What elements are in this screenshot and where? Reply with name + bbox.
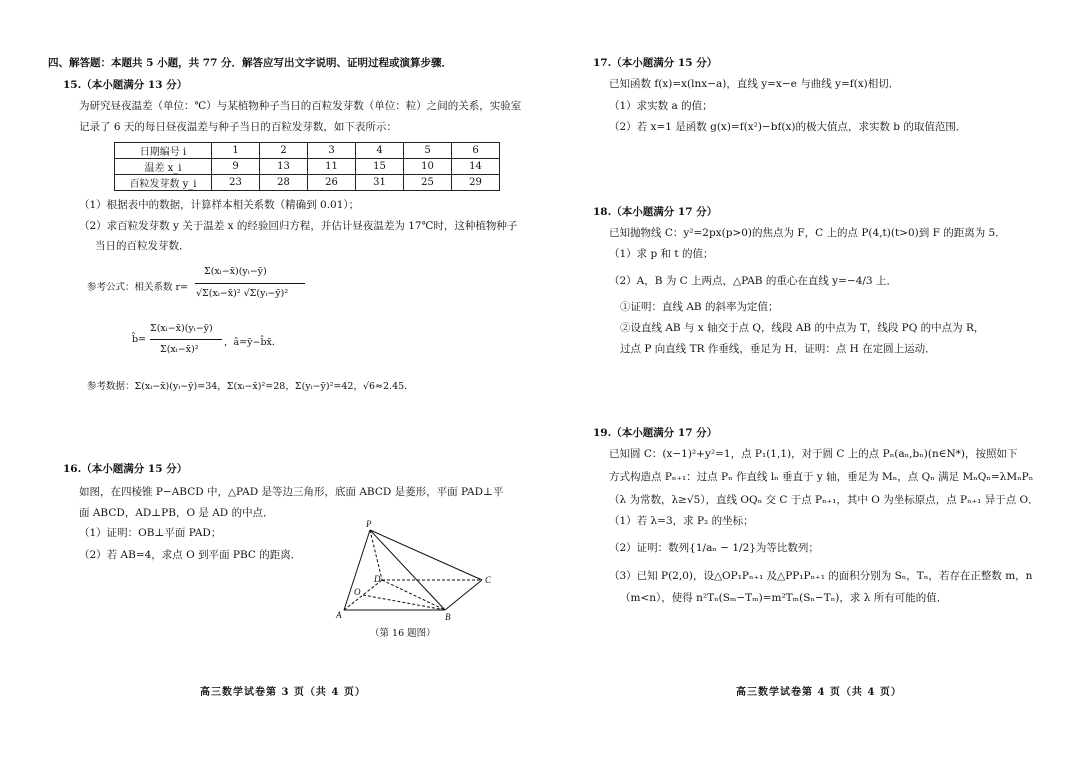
q19-part1: （1）若 λ=3，求 P₂ 的坐标； xyxy=(609,515,754,527)
figure-caption: （第 16 题图） xyxy=(370,628,436,639)
q18-part2: （2）A，B 为 C 上两点，△PAB 的重心在直线 y=−4/3 上． xyxy=(609,275,897,287)
q16-part1: （1）证明：OB⊥平面 PAD； xyxy=(79,527,222,539)
q19-line2: 方式构造点 Pₙ₊₁：过点 Pₙ 作直线 lₙ 垂直于 y 轴，垂足为 Mₙ，点 Qₙ 满足 MₙQₙ=λMₙPₙ xyxy=(609,471,1034,483)
edge-PA xyxy=(344,530,370,610)
q19-line3: （λ 为常数，λ≥√5），直线 OQₙ 交 C 于点 Pₙ₊₁，其中 O 为坐标原点，点 Pₙ₊₁ 异于点 O． xyxy=(609,494,1039,506)
table-cell: 28 xyxy=(260,175,308,191)
table-cell: 6 xyxy=(452,143,500,159)
q16-header: 16.（本小题满分 15 分） xyxy=(63,463,188,475)
edge-PD xyxy=(370,530,382,580)
q17-part1: （1）求实数 a 的值； xyxy=(609,100,713,112)
q17-header: 17.（本小题满分 15 分） xyxy=(593,57,718,69)
edge-BC xyxy=(445,580,482,610)
label-A: A xyxy=(336,610,342,620)
q15-intro-1: 为研究昼夜温差（单位：℃）与某植物种子当日的百粒发芽数（单位：粒）之间的关系，实验室 xyxy=(79,100,522,112)
r-numerator: Σ(xᵢ−x̄)(yᵢ−ȳ) xyxy=(204,266,267,277)
table-cell: 百粒发芽数 y_i xyxy=(115,175,212,191)
b-fraction-bar xyxy=(150,339,222,340)
a-hat-formula: ，â=ȳ−b̂x̄． xyxy=(224,337,282,348)
q18-part1: （1）求 p 和 t 的值； xyxy=(609,248,714,260)
q19-part3-line2: （m<n），使得 n²Tₙ(Sₘ−Tₘ)=m²Tₘ(Sₙ−Tₙ)，求 λ 所有可能的值． xyxy=(620,592,948,604)
right-page xyxy=(540,0,1080,758)
q18-sub1: ①证明：直线 AB 的斜率为定值； xyxy=(620,301,779,313)
table-cell: 13 xyxy=(260,159,308,175)
q15-ref-data: 参考数据：Σ(xᵢ−x̄)(yᵢ−ȳ)=34，Σ(xᵢ−x̄)²=28，Σ(yᵢ−ȳ)²=42，√6≈2.45． xyxy=(87,381,414,392)
q15-part2-line1: （2）求百粒发芽数 y 关于温差 x 的经验回归方程，并估计昼夜温差为 17℃时，这种植物种子 xyxy=(79,220,518,232)
q18-header: 18.（本小题满分 17 分） xyxy=(593,206,718,218)
table-row xyxy=(115,159,500,175)
q17-part2: （2）若 x=1 是函数 g(x)=f(x²)−bf(x)的极大值点，求实数 b 的取值范围． xyxy=(609,121,967,133)
q15-header: 15.（本小题满分 13 分） xyxy=(63,79,188,91)
q18-sub2: ②设直线 AB 与 x 轴交于点 Q，线段 AB 的中点为 T，线段 PQ 的中点为 R， xyxy=(620,322,985,334)
q19-line1: 已知圆 C：(x−1)²+y²=1，点 P₁(1,1)，对于圆 C 上的点 Pₙ(aₙ,bₙ)(n∈N*)，按照如下 xyxy=(609,448,1018,460)
label-D: D xyxy=(374,574,381,584)
label-C: C xyxy=(485,575,492,585)
q19-part3-line1: （3）已知 P(2,0)，设△OP₁Pₙ₊₁ 及△PP₁Pₙ₊₁ 的面积分别为 Sₙ，Tₙ，若存在正整数 m，n xyxy=(609,570,1033,582)
q18-sub2-cont: 过点 P 向直线 TR 作垂线，垂足为 H．证明：点 H 在定圆上运动． xyxy=(620,343,936,355)
pyramid-figure xyxy=(330,520,500,630)
q16-part2: （2）若 AB=4，求点 O 到平面 PBC 的距离． xyxy=(79,549,302,561)
table-cell: 5 xyxy=(404,143,452,159)
table-cell: 15 xyxy=(356,159,404,175)
table-cell: 14 xyxy=(452,159,500,175)
table-cell: 2 xyxy=(260,143,308,159)
table-cell: 26 xyxy=(308,175,356,191)
q17-line1: 已知函数 f(x)=x(lnx−a)，直线 y=x−e 与曲线 y=f(x)相切． xyxy=(609,78,900,90)
table-cell: 4 xyxy=(356,143,404,159)
table-cell: 温差 x_i xyxy=(115,159,212,175)
table-cell: 日期编号 i xyxy=(115,143,212,159)
table-cell: 23 xyxy=(212,175,260,191)
table-cell: 31 xyxy=(356,175,404,191)
q15-data-table xyxy=(114,142,500,191)
table-row xyxy=(115,143,500,159)
table-row xyxy=(115,175,500,191)
r-denominator: √Σ(xᵢ−x̄)² √Σ(yᵢ−ȳ)² xyxy=(196,288,289,299)
r-fraction-bar xyxy=(195,283,305,284)
q15-part2-line2: 当日的百粒发芽数． xyxy=(95,240,190,252)
label-B: B xyxy=(445,612,451,622)
section-heading: 四、解答题：本题共 5 小题，共 77 分．解答应写出文字说明、证明过程或演算步骤． xyxy=(48,57,453,69)
page-footer-4: 高三数学试卷第 4 页（共 4 页） xyxy=(736,687,902,698)
q16-line2: 面 ABCD，AD⊥PB，O 是 AD 的中点． xyxy=(79,507,274,519)
edge-DB xyxy=(382,580,445,610)
q19-header: 19.（本小题满分 17 分） xyxy=(593,427,718,439)
q19-part2: （2）证明：数列{1/aₙ − 1/2}为等比数列； xyxy=(609,542,819,554)
label-O: O xyxy=(354,587,361,597)
page-footer-3: 高三数学试卷第 3 页（共 4 页） xyxy=(200,687,366,698)
q16-line1: 如图，在四棱锥 P−ABCD 中，△PAD 是等边三角形，底面 ABCD 是菱形，平面 PAD⊥平 xyxy=(79,486,504,498)
q18-line1: 已知抛物线 C：y²=2px(p>0)的焦点为 F，C 上的点 P(4,t)(t>0)到 F 的距离为 5． xyxy=(609,227,1006,239)
formula-label: 参考公式：相关系数 r= xyxy=(87,282,189,293)
edge-PC xyxy=(370,530,482,580)
table-cell: 25 xyxy=(404,175,452,191)
b-numerator: Σ(xᵢ−x̄)(yᵢ−ȳ) xyxy=(150,323,213,334)
q15-part1: （1）根据表中的数据，计算样本相关系数（精确到 0.01）； xyxy=(79,199,360,211)
q15-intro-2: 记录了 6 天的每日昼夜温差与种子当日的百粒发芽数，如下表所示： xyxy=(79,121,397,133)
table-cell: 1 xyxy=(212,143,260,159)
b-denominator: Σ(xᵢ−x̄)² xyxy=(160,344,199,355)
label-P: P xyxy=(366,519,372,529)
table-cell: 9 xyxy=(212,159,260,175)
table-cell: 10 xyxy=(404,159,452,175)
table-cell: 11 xyxy=(308,159,356,175)
b-hat-label: b̂= xyxy=(132,334,147,345)
table-cell: 29 xyxy=(452,175,500,191)
edge-PB xyxy=(370,530,445,610)
table-cell: 3 xyxy=(308,143,356,159)
